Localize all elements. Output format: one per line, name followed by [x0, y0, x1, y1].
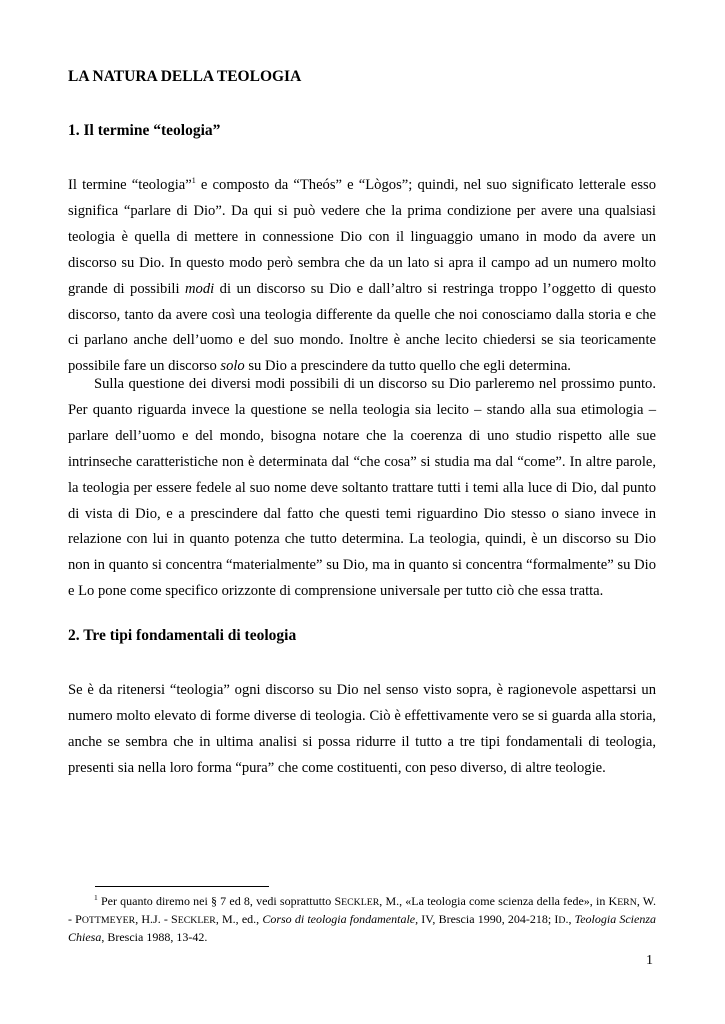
author-smallcaps: ERN [617, 897, 637, 908]
author-initial: I [554, 912, 559, 926]
text-run: e composto da “Theós” e “Lògos”; quindi, nel suo significato letterale esso significa “parlare di Dio”. Da qui si può vedere che la prima condizione per avere una qualsiasi teologia è quella di mettere in connessione Dio con il linguaggio umano in modo da avere un discorso su Dio. In questo modo però sembra che da un lato si apra il campo ad un numero molto grande di possibili [68, 177, 656, 297]
section-heading-2: 2. Tre tipi fondamentali di teologia [68, 627, 297, 644]
author-name [609, 894, 637, 908]
author-smallcaps: ECKLER [177, 915, 216, 926]
author-smallcaps: ECKLER [341, 897, 380, 908]
text-run: , H.J. - [135, 912, 172, 926]
author-smallcaps: OTTMEYER [81, 915, 136, 926]
document-title: LA NATURA DELLA TEOLOGIA [68, 68, 302, 85]
emphasis-modi: modi [185, 280, 215, 297]
text-run: , M., ed., [215, 912, 263, 926]
author-initial: S [171, 912, 178, 926]
author-name [334, 894, 379, 908]
author-name [75, 912, 135, 926]
text-run: di un discorso su Dio e dall’altro si restringa troppo l’oggetto di questo discorso, tanto da avere così una teologia differente da quelle che noi conosciamo dalla storia e che ci parlano anche dell’uomo e del suo mondo. Inoltre è anche lecito chiedersi se sia teoricamente possibile fare un discorso [68, 280, 656, 375]
footnote-mark: 1 [94, 893, 98, 902]
book-title: Corso di teologia fondamentale, [262, 912, 419, 926]
text-run: IV, Brescia 1990, 204-218; [418, 912, 555, 926]
author-name [554, 912, 565, 926]
author-initial: K [608, 894, 618, 908]
text-run: su Dio a prescindere da tutto quello che egli determina. [244, 358, 571, 375]
section1-paragraph-1 [68, 173, 656, 380]
page-number: 1 [646, 953, 653, 968]
footnote-separator [95, 886, 269, 887]
text-run: Per quanto diremo nei § 7 ed 8, vedi soprattutto [97, 894, 335, 908]
section-heading-1: 1. Il termine “teologia” [68, 122, 221, 139]
footnote-reference[interactable]: 1 [191, 176, 196, 186]
author-initial: S [334, 894, 342, 908]
section2-paragraph-1: Se è da ritenersi “teologia” ogni discorso su Dio nel senso visto sopra, è ragionevole aspettarsi un numero molto elevato di forme diverse di teologia. Ciò è effettivamente vero se si guarda alla storia, anche se sembra che in ultima analisi si possa ridurre il tutto a tre tipi fondamentali di teologia, presenti sia nella loro forma “pura” che come costituenti, con peso diverso, di altre teologie. [68, 682, 656, 776]
emphasis-solo: solo [220, 358, 245, 375]
author-initial: P [75, 912, 82, 926]
footnote-1 [68, 893, 656, 945]
book-title: Teologia Scienza Chiesa [68, 912, 657, 944]
text-run: , W. - [68, 894, 657, 926]
text-run: , Brescia 1988, 13-42. [101, 930, 208, 944]
section1-paragraph-2: Sulla questione dei diversi modi possibili di un discorso su Dio parleremo nel prossimo punto. Per quanto riguarda invece la questione se nella teologia sia lecito – stando alla sua etimologia – parlare dell’uomo e del mondo, bisogna notare che la coerenza di uno studio rispetto alle sue intrinseche caratteristiche non è determinata dal “che cosa” si studia ma dal “come”. In altre parole, la teologia per essere fedele al suo nome deve soltanto trattare tutti i temi alla luce di Dio, dal punto di vista di Dio, e a prescindere dal fatto che questi temi riguardino Dio stesso o siano invece in relazione con lui in quanto potenza che tutto determina. La teologia, quindi, è un discorso su Dio non in quanto si concentra “materialmente” su Dio, ma in quanto si concentra “formalmente” su Dio e Lo pone come specifico orizzonte di comprensione universale per tutto ciò che essa tratta. [68, 376, 656, 600]
author-smallcaps: D [558, 915, 566, 926]
text-run: , M., «La teologia come scienza della fede», in [379, 894, 609, 908]
author-name [171, 912, 216, 926]
text-run: ., [565, 912, 575, 926]
text-run: Il termine “teologia” [68, 177, 192, 193]
